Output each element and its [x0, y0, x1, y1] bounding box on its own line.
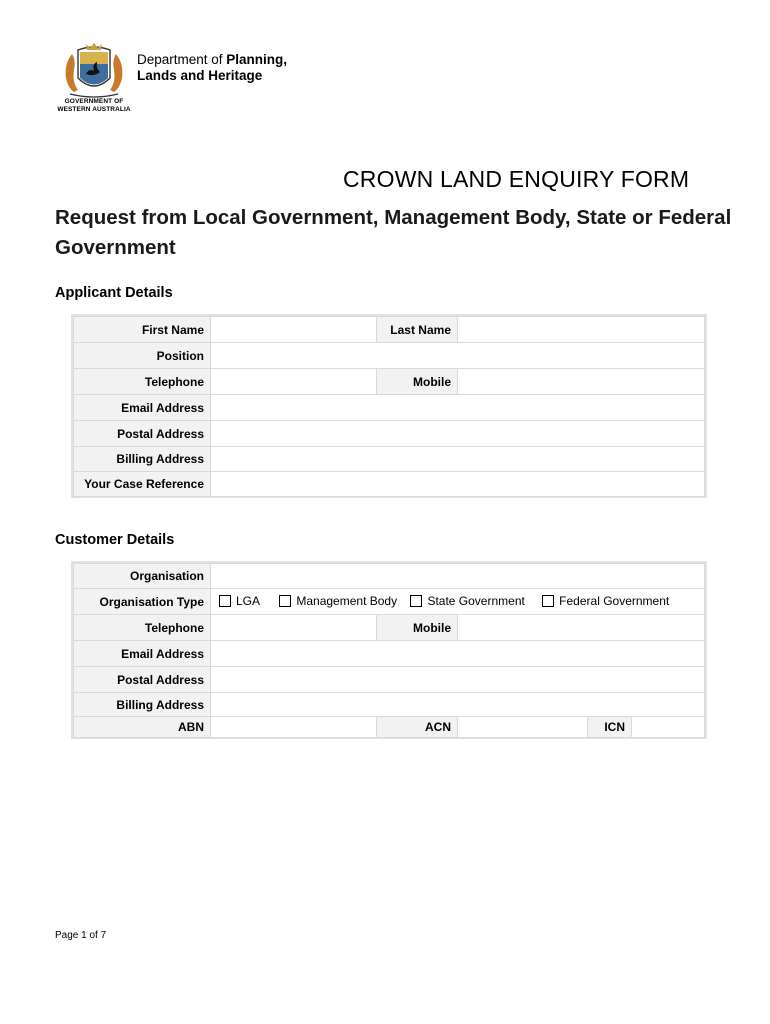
customer-details-heading: Customer Details	[55, 532, 175, 548]
checkbox-icon[interactable]	[542, 595, 554, 607]
organisation-label: Organisation	[74, 564, 211, 589]
wa-coat-of-arms-icon	[56, 42, 132, 100]
organisation-field[interactable]	[211, 564, 705, 589]
mobile-label: Mobile	[377, 369, 458, 395]
option-label: Federal Government	[559, 593, 670, 608]
customer-postal-label: Postal Address	[74, 667, 211, 693]
customer-email-field[interactable]	[211, 641, 705, 667]
checkbox-icon[interactable]	[279, 595, 291, 607]
department-name	[137, 52, 287, 84]
email-label: Email Address	[74, 395, 211, 421]
customer-billing-field[interactable]	[211, 693, 705, 717]
organisation-type-label: Organisation Type	[74, 589, 211, 615]
first-name-label: First Name	[74, 317, 211, 343]
customer-telephone-field[interactable]	[211, 615, 377, 641]
email-field[interactable]	[211, 395, 705, 421]
option-management-body[interactable]	[279, 594, 397, 608]
option-state-government[interactable]	[410, 594, 524, 608]
customer-mobile-field[interactable]	[458, 615, 705, 641]
applicant-details-heading: Applicant Details	[55, 285, 173, 301]
billing-address-field[interactable]	[211, 447, 705, 472]
page-number: Page 1 of 7	[55, 930, 107, 941]
customer-mobile-label: Mobile	[377, 615, 458, 641]
icn-label: ICN	[588, 717, 632, 738]
option-lga[interactable]	[219, 594, 260, 608]
position-label: Position	[74, 343, 211, 369]
mobile-field[interactable]	[458, 369, 705, 395]
acn-field[interactable]	[458, 717, 588, 738]
applicant-details-table	[73, 316, 705, 497]
option-label: LGA	[236, 593, 261, 608]
customer-telephone-label: Telephone	[74, 615, 211, 641]
checkbox-icon[interactable]	[410, 595, 422, 607]
gov-line-1: GOVERNMENT OF	[64, 98, 124, 105]
checkbox-icon[interactable]	[219, 595, 231, 607]
abn-field[interactable]	[211, 717, 377, 738]
option-federal-government[interactable]	[542, 594, 669, 608]
first-name-field[interactable]	[211, 317, 377, 343]
telephone-label: Telephone	[74, 369, 211, 395]
form-subtitle: Request from Local Government, Management Body, State or Federal Government	[55, 206, 732, 259]
dept-planning: Planning,	[226, 52, 288, 67]
billing-address-label: Billing Address	[74, 447, 211, 472]
customer-details-table	[73, 563, 705, 738]
postal-address-label: Postal Address	[74, 421, 211, 447]
option-label: State Government	[427, 593, 525, 608]
case-reference-label: Your Case Reference	[74, 472, 211, 497]
government-of-wa-label	[54, 98, 134, 114]
gov-line-2: WESTERN AUSTRALIA	[57, 106, 131, 113]
form-title: CROWN LAND ENQUIRY FORM	[343, 166, 690, 192]
customer-billing-label: Billing Address	[74, 693, 211, 717]
last-name-field[interactable]	[458, 317, 705, 343]
option-label: Management Body	[296, 593, 398, 608]
dept-prefix: Department of	[137, 52, 227, 67]
customer-postal-field[interactable]	[211, 667, 705, 693]
customer-email-label: Email Address	[74, 641, 211, 667]
abn-label: ABN	[74, 717, 211, 738]
department-header	[54, 42, 314, 122]
organisation-type-options	[211, 589, 705, 615]
dept-lands-heritage: Lands and Heritage	[137, 68, 263, 83]
last-name-label: Last Name	[377, 317, 458, 343]
postal-address-field[interactable]	[211, 421, 705, 447]
icn-field[interactable]	[632, 717, 705, 738]
position-field[interactable]	[211, 343, 705, 369]
telephone-field[interactable]	[211, 369, 377, 395]
case-reference-field[interactable]	[211, 472, 705, 497]
acn-label: ACN	[377, 717, 458, 738]
